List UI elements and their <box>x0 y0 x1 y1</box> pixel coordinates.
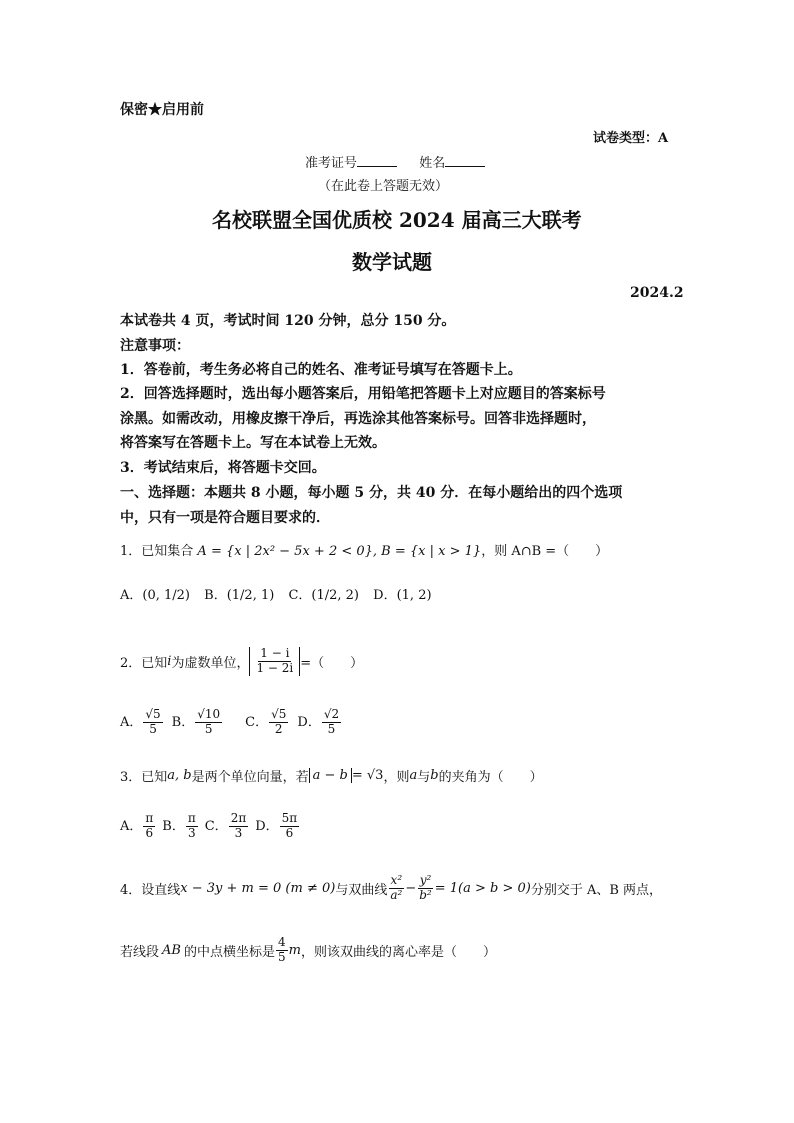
q3-equals: = √3 <box>351 768 384 783</box>
q3-vector-b: b <box>430 768 439 783</box>
q3-option-d-num: 5π <box>281 811 298 825</box>
q2-prefix: 2．已知 <box>120 655 168 671</box>
question-4 <box>120 874 662 903</box>
q3-option-c-num: 2π <box>230 811 247 825</box>
name-blank <box>445 153 485 167</box>
q2-option-b-num: √10 <box>197 707 221 721</box>
q1-option-d-value: (1, 2) <box>396 588 432 603</box>
q4-mid: 与双曲线 <box>335 882 388 898</box>
q4-line2-ask: ，则该双曲线的离心率是（ ） <box>300 944 496 960</box>
q4-tail: 分别交于 A、B 两点， <box>530 882 663 898</box>
q3-ask: 的夹角为（ ） <box>438 770 543 785</box>
q2-denominator: 1 − 2i <box>256 660 294 675</box>
q2-modulus <box>249 647 300 676</box>
question-1 <box>120 540 608 559</box>
q3-option-a-den: 6 <box>145 825 154 840</box>
q1-option-d-label: D． <box>373 588 397 603</box>
q1-ask: ，则 A∩B =（ ） <box>481 544 609 559</box>
q1-set-a: A = {x | 2x² − 5x + 2 < 0} <box>197 544 373 559</box>
q1-prefix: 1．已知集合 <box>120 544 194 559</box>
exam-date: 2024.2 <box>630 285 684 301</box>
q4-fraction-num: 4 <box>277 935 286 949</box>
q2-option-d-den: 5 <box>327 721 336 736</box>
q3-option-d-den: 6 <box>285 825 294 840</box>
q1-option-b-label: B． <box>204 588 227 603</box>
q4-m: m <box>288 942 301 958</box>
q3-options <box>120 812 300 841</box>
q2-option-a-num: √5 <box>145 707 161 721</box>
q4-x-squared: x² <box>390 873 403 887</box>
q4-b-squared: b² <box>419 887 432 902</box>
q3-option-b-num: π <box>187 811 196 825</box>
q4-y-squared: y² <box>419 873 432 887</box>
q2-ask: =（ ） <box>300 655 364 671</box>
q3-and: 与 <box>417 770 431 785</box>
q2-imaginary-unit: i <box>167 653 172 669</box>
q2-options <box>120 708 342 737</box>
q2-option-d-label: D． <box>297 714 321 730</box>
q3-option-c-label: C． <box>204 818 228 834</box>
note-2-line-2: 涂黑。如需改动，用橡皮擦干净后，再选涂其他答案标号。回答非选择题时， <box>120 411 596 427</box>
q3-prefix: 3．已知 <box>120 770 168 785</box>
q4-minus: − <box>405 880 417 896</box>
exam-id-blank <box>357 153 397 167</box>
q3-vectors: a, b <box>167 768 192 783</box>
exam-id-label: 准考证号 <box>305 156 358 171</box>
section-1-line-2: 中，只有一项是符合题目要求的． <box>120 510 330 526</box>
q1-options <box>120 584 442 603</box>
name-label: 姓名 <box>419 156 446 171</box>
note-3: 3．考试结束后，将答题卡交回。 <box>120 460 326 476</box>
q4-prefix: 4．设直线 <box>120 882 181 898</box>
q4-segment-ab: AB <box>162 942 181 958</box>
paper-type: 试卷类型：A <box>593 131 669 146</box>
q3-mid: 是两个单位向量，若 <box>191 770 309 785</box>
q2-option-a-label: A． <box>120 714 143 730</box>
q3-option-a-num: π <box>145 811 154 825</box>
note-2-line-3: 将答案写在答题卡上。写在本试卷上无效。 <box>120 435 386 451</box>
q4-line2-mid: 的中点横坐标是 <box>183 944 275 960</box>
q1-option-a-label: A． <box>120 588 143 603</box>
question-2 <box>120 647 363 676</box>
q4-fraction-den: 5 <box>277 949 286 964</box>
q3-option-d-label: D． <box>255 818 279 834</box>
q4-condition: = 1(a > b > 0) <box>434 880 531 896</box>
q2-option-c-den: 2 <box>274 721 283 736</box>
q3-abs-value: a − b <box>309 768 352 783</box>
q3-vector-a: a <box>409 768 418 783</box>
question-3 <box>120 766 543 785</box>
question-4-line-2 <box>120 936 496 965</box>
q4-line-equation: x − 3y + m = 0 (m ≠ 0) <box>180 880 336 896</box>
invalid-note: （在此卷上答题无效） <box>318 179 449 194</box>
q1-set-b: , B = {x | x > 1} <box>372 544 482 559</box>
page-title: 名校联盟全国优质校 2024 届高三大联考 <box>212 208 582 232</box>
q2-numerator: 1 − i <box>260 646 290 660</box>
q2-option-d-num: √2 <box>323 707 340 721</box>
q4-line2-prefix: 若线段 <box>120 944 160 960</box>
note-1: 1．答卷前，考生务必将自己的姓名、准考证号填写在答题卡上。 <box>120 362 522 378</box>
q2-option-a-den: 5 <box>149 721 157 736</box>
note-2-line-1: 2．回答选择题时，选出每小题答案后，用铅笔把答题卡上对应题目的答案标号 <box>120 386 606 402</box>
q1-option-a-value: (0, 1/2) <box>142 588 190 603</box>
q2-option-b-label: B． <box>171 714 195 730</box>
q1-option-c-value: (1/2, 2) <box>311 588 360 603</box>
q4-a-squared: a² <box>390 887 403 902</box>
section-1-line-1: 一、选择题：本题共 8 小题，每小题 5 分，共 40 分．在每小题给出的四个选项 <box>120 485 623 501</box>
exam-id-row <box>305 152 485 171</box>
q3-option-b-den: 3 <box>187 825 196 840</box>
q2-option-c-num: √5 <box>271 707 287 721</box>
q2-mid: 为虚数单位， <box>171 655 250 671</box>
q1-option-b-value: (1/2, 1) <box>226 588 275 603</box>
q2-option-c-label: C． <box>245 714 269 730</box>
q2-option-b-den: 5 <box>204 721 213 736</box>
confidential-label: 保密★启用前 <box>120 102 204 118</box>
q3-option-b-label: B． <box>162 818 185 834</box>
q1-option-c-label: C． <box>288 588 312 603</box>
q3-then: ，则 <box>383 770 410 785</box>
exam-summary: 本试卷共 4 页，考试时间 120 分钟，总分 150 分。 <box>120 313 456 329</box>
q3-option-c-den: 3 <box>234 825 243 840</box>
subject-title: 数学试题 <box>352 250 432 274</box>
q3-option-a-label: A． <box>120 818 143 834</box>
notes-heading: 注意事项： <box>120 338 190 354</box>
